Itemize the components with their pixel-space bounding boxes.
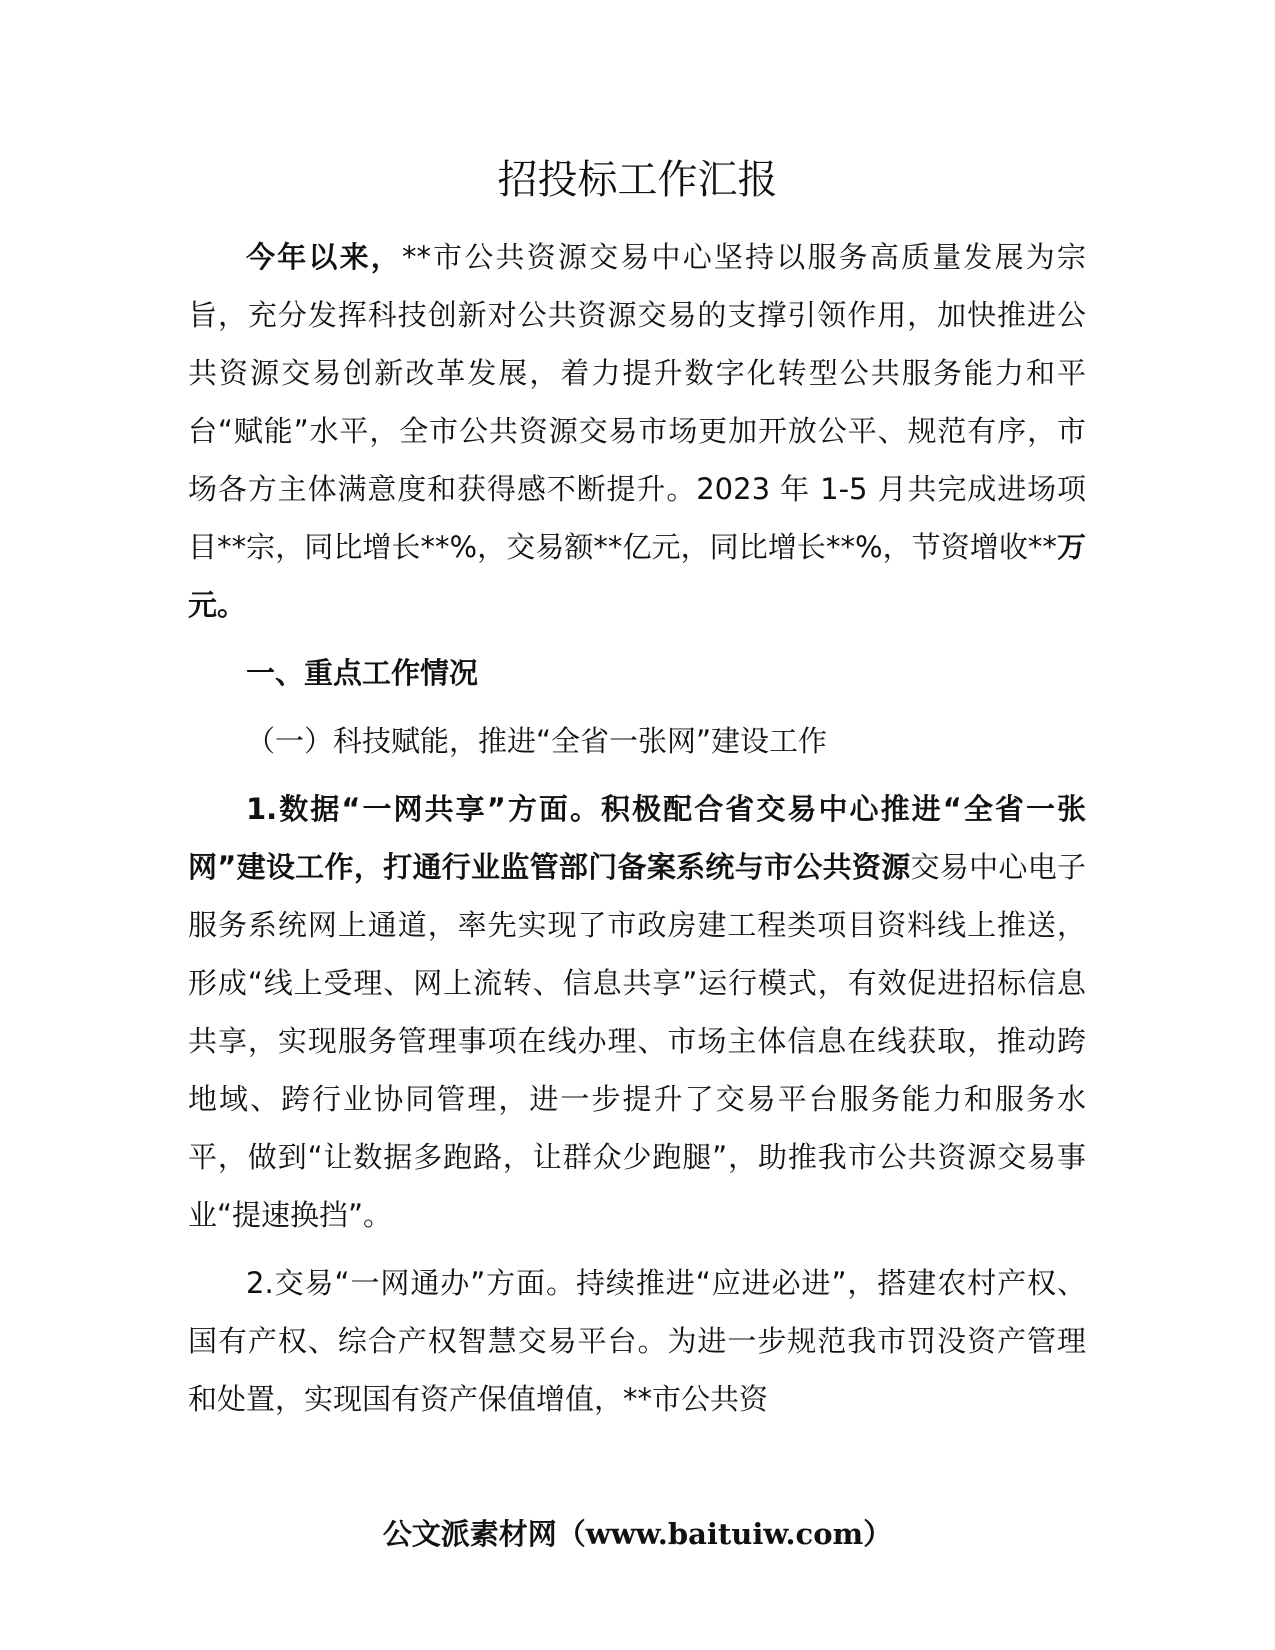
intro-paragraph [188,228,1086,634]
item-2-paragraph: 2.交易“一网通办”方面。持续推进“应进必进”，搭建农村产权、国有产权、综合产权智慧交易平台。为进一步规范我市罚没资产管理和处置，实现国有资产保值增值，**市公共资 [188,1266,1086,1416]
item-1-lead: 1.数据“一网共享”方面。积极配合省交易中心推进“全省一张网”建设工作，打通行业监管部门备案系统与市公共资源 [188,792,1086,884]
section-heading: 一、重点工作情况 [246,656,479,690]
intro-lead: 今年以来， [246,240,402,274]
footer-watermark: 公文派素材网（www.baituiw.com） [382,1517,893,1551]
document-title: 招投标工作汇报 [497,157,778,203]
document-body [188,228,1086,1428]
subsection-heading: （一）科技赋能，推进“全省一张网”建设工作 [246,724,828,758]
intro-tail: 万元。 [188,530,1086,622]
item-1-paragraph [188,780,1086,1244]
intro-text: **市公共资源交易中心坚持以服务高质量发展为宗旨，充分发挥科技创新对公共资源交易的支撑引领作用，加快推进公共资源交易创新改革发展，着力提升数字化转型公共服务能力和平台“赋能”水平，全市公共资源交易市场更加开放公平、规范有序，市场各方主体满意度和获得感不断提升。2023 年 1-5 月共完成进场项目**宗，同比增长**%，交易额**亿元，同比增长**%，节资增收** [188,240,1086,564]
item-1-text: 交易中心电子服务系统网上通道，率先实现了市政房建工程类项目资料线上推送，形成“线上受理、网上流转、信息共享”运行模式，有效促进招标信息共享，实现服务管理事项在线办理、市场主体信息在线获取，推动跨地域、跨行业协同管理，进一步提升了交易平台服务能力和服务水平，做到“让数据多跑路，让群众少跑腿”，助推我市公共资源交易事业“提速换挡”。 [188,850,1086,1232]
